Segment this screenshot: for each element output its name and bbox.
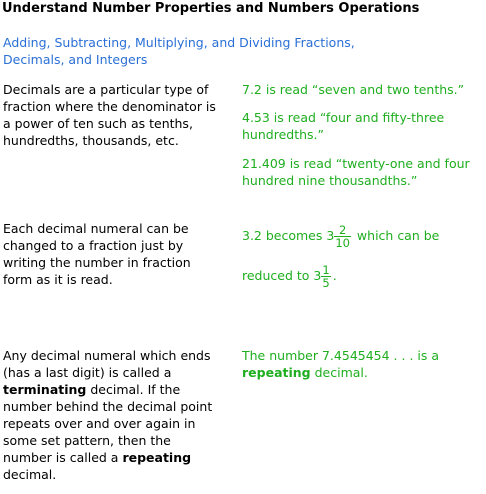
fraction-example-prefix: 3.2 becomes 3	[242, 228, 335, 243]
example-7-2: 7.2 is read “seven and two tenths.”	[242, 82, 465, 97]
fraction-numerator: 1	[322, 263, 330, 277]
terminating-repeating-text: Any decimal numeral which ends (has a last digit) is called a terminating decimal. If the number behind the decimal point repeats over and over again in some set pattern, then the number is called a repeating decimal.	[3, 348, 213, 482]
reduced-suffix: .	[332, 268, 337, 283]
page-subtitle: Adding, Subtracting, Multiplying, and Dividing Fractions, Decimals, and Integers	[3, 35, 355, 67]
fraction-one-fifth	[321, 264, 330, 289]
reduced-prefix: reduced to 3	[242, 268, 322, 283]
term-repeating: repeating	[122, 450, 192, 465]
repeating-example: The number 7.4545454 . . . is a repeating decimal.	[242, 348, 440, 380]
fraction-example-line-1	[242, 224, 482, 249]
fraction-example-suffix: which can be	[352, 228, 440, 243]
fraction-denominator: 5	[322, 276, 330, 290]
fraction-two-tenths	[334, 224, 351, 249]
decimal-to-fraction-text: Each decimal numeral can be changed to a fraction just by writing the number in fraction form as it is read.	[3, 221, 191, 287]
page-title: Understand Number Properties and Numbers Operations	[2, 1, 420, 16]
fraction-example-line-2	[242, 264, 482, 289]
fraction-numerator: 2	[334, 224, 351, 237]
fraction-denominator: 10	[335, 236, 350, 250]
decimals-definition-text: Decimals are a particular type of fraction where the denominator is a power of ten such as tenths, hundredths, thousands, etc.	[3, 82, 216, 148]
example-21-409: 21.409 is read “twenty-one and four hundred nine thousandths.”	[242, 156, 470, 188]
term-terminating: terminating	[3, 382, 87, 397]
term-repeating-example: repeating	[242, 365, 311, 380]
example-4-53: 4.53 is read “four and fifty-three hundredths.”	[242, 110, 445, 142]
